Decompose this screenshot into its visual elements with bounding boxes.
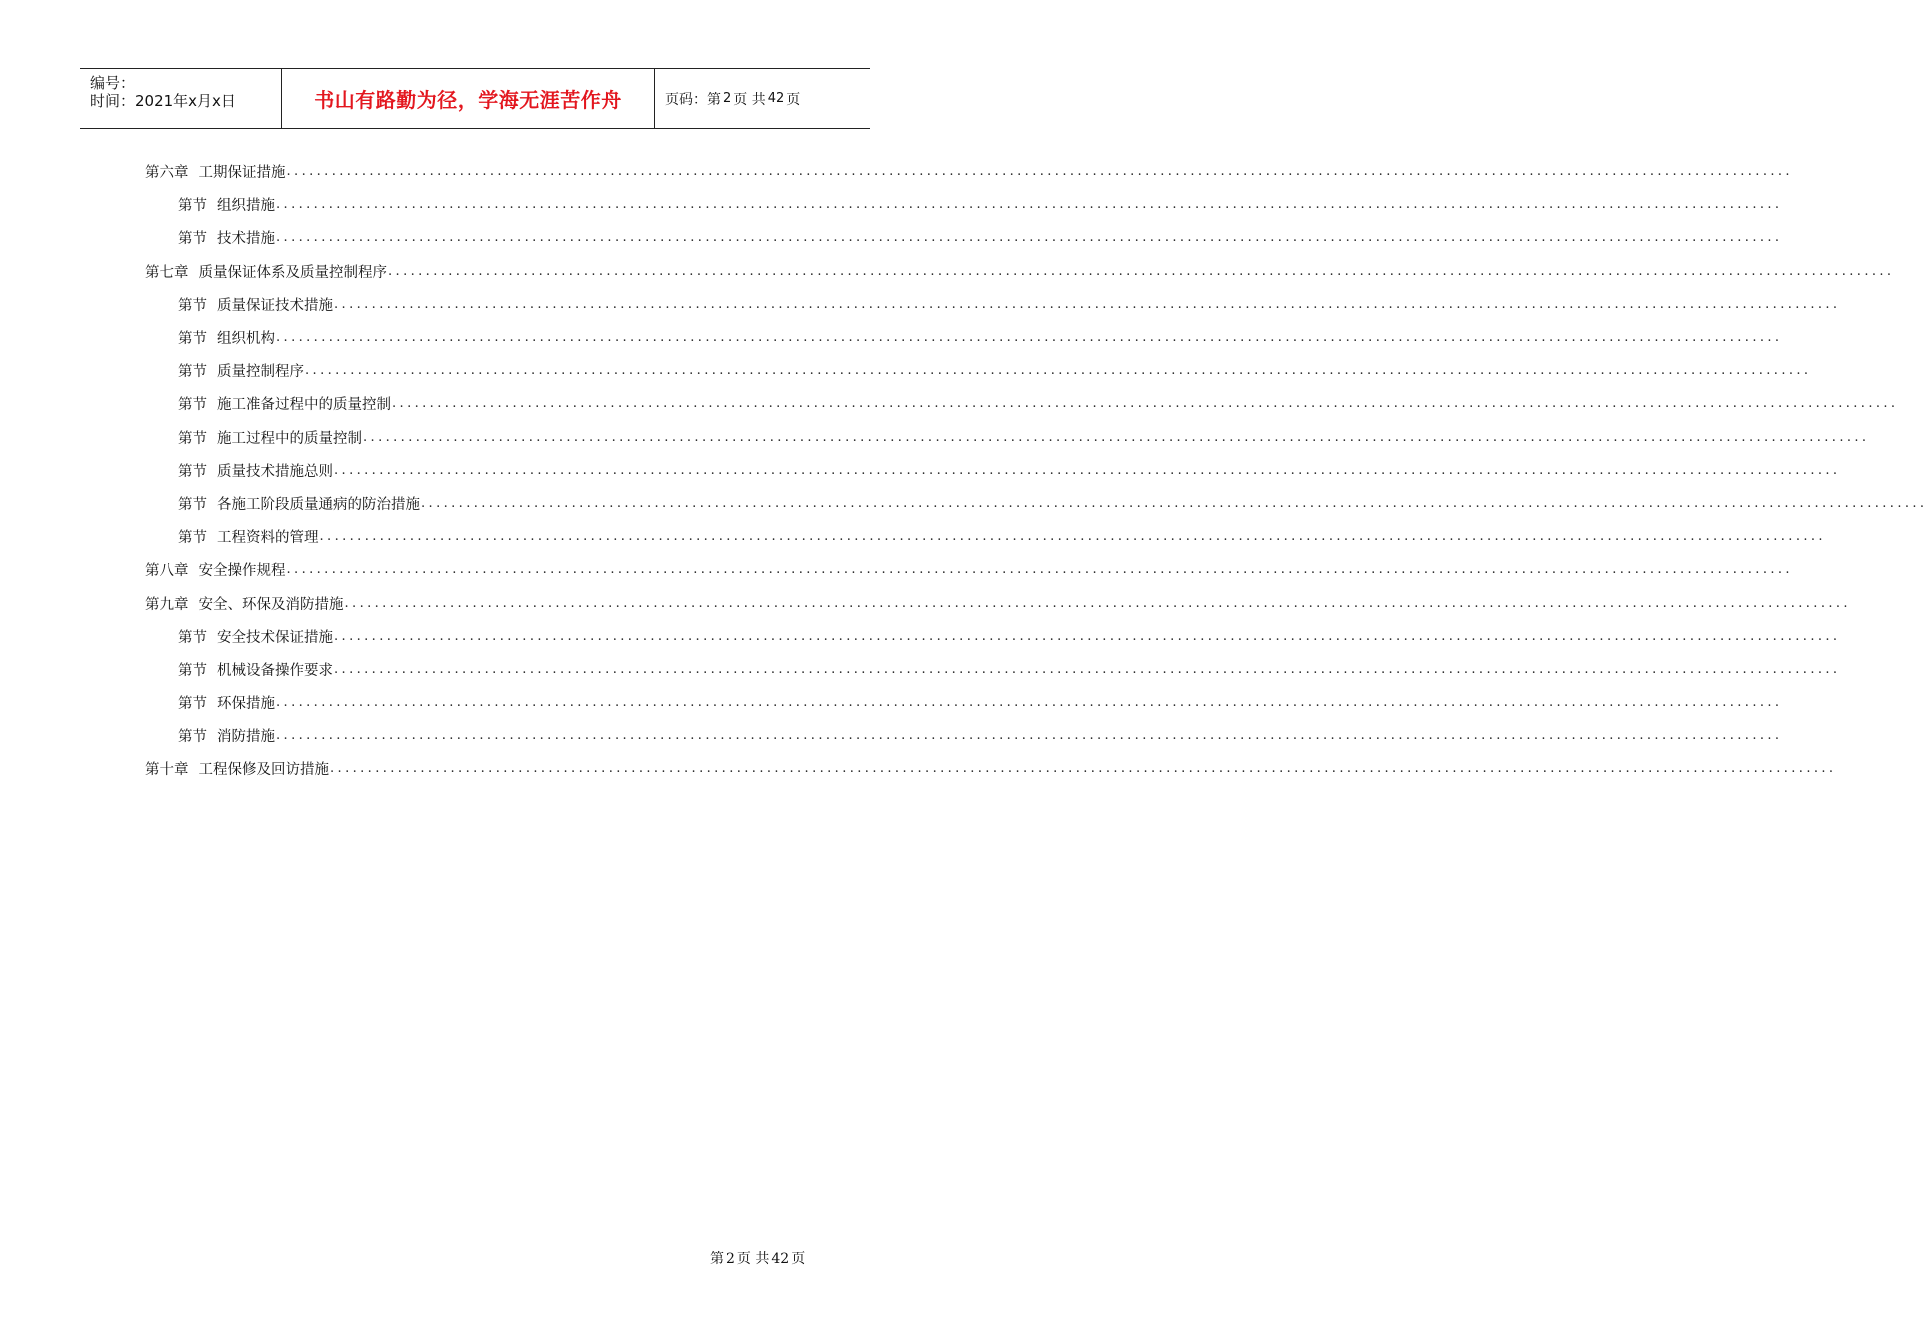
toc-section-entry[interactable]	[145, 653, 1841, 686]
toc-leader-dots: ........................................................................................................................................................................................................	[334, 296, 1841, 312]
toc-entry-title: 工期保证措施	[198, 165, 286, 182]
toc-entry-number: 第七章	[145, 264, 189, 281]
page-header	[80, 68, 870, 129]
toc-leader-dots: ........................................................................................................................................................................................................	[392, 396, 1899, 412]
toc-entry-number: 第十章	[145, 762, 189, 779]
header-page-cell	[655, 69, 870, 128]
toc-entry-title: 安全操作规程	[198, 563, 286, 580]
toc-entry-title: 安全、环保及消防措施	[198, 596, 344, 613]
toc-entry-title: 质量保证体系及质量控制程序	[198, 264, 387, 281]
footer-page-mid: 页 共	[736, 1251, 770, 1267]
toc-leader-dots: ........................................................................................................................................................................................................	[421, 495, 1927, 511]
toc-section-entry[interactable]	[145, 188, 1783, 221]
toc-section-entry[interactable]	[145, 221, 1783, 254]
toc-section-entry[interactable]	[145, 620, 1841, 653]
header-motto-cell	[282, 69, 655, 128]
table-of-contents	[145, 155, 1927, 786]
toc-entry-title: 环保措施	[217, 696, 275, 713]
toc-leader-dots: ........................................................................................................................................................................................................	[276, 728, 1783, 744]
toc-section-entry[interactable]	[145, 421, 1870, 454]
toc-section-entry[interactable]	[145, 454, 1841, 487]
toc-entry-number: 第节	[178, 231, 207, 248]
toc-section-entry[interactable]	[145, 487, 1927, 520]
toc-section-entry[interactable]	[145, 288, 1841, 321]
toc-entry-number: 第节	[178, 629, 207, 646]
toc-entry-title: 消防措施	[217, 729, 275, 746]
toc-leader-dots: ........................................................................................................................................................................................................	[276, 230, 1783, 246]
toc-entry-title: 施工准备过程中的质量控制	[217, 397, 391, 414]
toc-entry-title: 质量技术措施总则	[217, 463, 333, 480]
page-footer	[710, 1248, 805, 1268]
toc-entry-title: 质量保证技术措施	[217, 297, 333, 314]
toc-leader-dots: ........................................................................................................................................................................................................	[286, 562, 1793, 578]
toc-entry-title: 工程保修及回访措施	[198, 762, 329, 779]
header-page-prefix: 页码：第	[665, 91, 721, 108]
header-page-current: 2	[723, 91, 732, 106]
toc-entry-number: 第节	[178, 530, 207, 547]
toc-section-entry[interactable]	[145, 686, 1783, 719]
toc-leader-dots: ........................................................................................................................................................................................................	[334, 661, 1841, 677]
toc-leader-dots: ........................................................................................................................................................................................................	[363, 429, 1870, 445]
toc-entry-number: 第八章	[145, 563, 189, 580]
toc-leader-dots: ........................................................................................................................................................................................................	[344, 595, 1851, 611]
toc-entry-title: 质量控制程序	[217, 364, 304, 381]
toc-chapter-entry[interactable]	[145, 752, 1837, 785]
toc-section-entry[interactable]	[145, 387, 1899, 420]
header-motto: 书山有路勤为径，学海无涯苦作舟	[314, 88, 622, 112]
toc-entry-title: 工程资料的管理	[217, 530, 319, 547]
toc-entry-number: 第六章	[145, 165, 189, 182]
toc-entry-number: 第节	[178, 198, 207, 215]
toc-entry-number: 第节	[178, 364, 207, 381]
toc-entry-title: 组织措施	[217, 198, 275, 215]
toc-leader-dots: ........................................................................................................................................................................................................	[388, 263, 1895, 279]
toc-leader-dots: ........................................................................................................................................................................................................	[319, 529, 1826, 545]
toc-chapter-entry[interactable]	[145, 155, 1793, 188]
toc-section-entry[interactable]	[145, 520, 1826, 553]
header-page-total: 42	[767, 91, 785, 106]
header-page-mid: 页 共	[733, 91, 766, 108]
footer-page-prefix: 第	[710, 1251, 724, 1267]
toc-entry-title: 机械设备操作要求	[217, 662, 333, 679]
toc-leader-dots: ........................................................................................................................................................................................................	[286, 164, 1793, 180]
toc-chapter-entry[interactable]	[145, 586, 1851, 619]
toc-entry-number: 第节	[178, 729, 207, 746]
toc-entry-number: 第节	[178, 397, 207, 414]
toc-leader-dots: ........................................................................................................................................................................................................	[334, 462, 1841, 478]
toc-leader-dots: ........................................................................................................................................................................................................	[276, 695, 1783, 711]
toc-section-entry[interactable]	[145, 354, 1812, 387]
toc-leader-dots: ........................................................................................................................................................................................................	[276, 330, 1783, 346]
toc-leader-dots: ........................................................................................................................................................................................................	[330, 761, 1837, 777]
toc-entry-number: 第节	[178, 662, 207, 679]
toc-leader-dots: ........................................................................................................................................................................................................	[334, 628, 1841, 644]
header-meta-cell	[80, 69, 282, 128]
toc-entry-number: 第节	[178, 297, 207, 314]
header-page-suffix: 页	[786, 91, 801, 108]
footer-page-suffix: 页	[791, 1251, 806, 1267]
toc-leader-dots: ........................................................................................................................................................................................................	[276, 197, 1783, 213]
toc-entry-number: 第节	[178, 430, 207, 447]
toc-leader-dots: ........................................................................................................................................................................................................	[305, 363, 1812, 379]
toc-entry-title: 安全技术保证措施	[217, 629, 333, 646]
toc-entry-number: 第节	[178, 496, 207, 513]
toc-chapter-entry[interactable]	[145, 553, 1793, 586]
toc-entry-title: 各施工阶段质量通病的防治措施	[217, 496, 420, 513]
toc-entry-title: 组织机构	[217, 331, 275, 348]
toc-chapter-entry[interactable]	[145, 255, 1895, 288]
document-date: 时间：2021年x月x日	[90, 92, 236, 110]
toc-entry-number: 第节	[178, 696, 207, 713]
toc-entry-number: 第节	[178, 463, 207, 480]
toc-entry-number: 第节	[178, 331, 207, 348]
document-number-label: 编号：	[90, 74, 136, 92]
footer-page-total: 42	[771, 1251, 790, 1267]
footer-page-current: 2	[726, 1251, 735, 1267]
toc-section-entry[interactable]	[145, 321, 1783, 354]
toc-section-entry[interactable]	[145, 719, 1783, 752]
toc-entry-title: 施工过程中的质量控制	[217, 430, 362, 447]
toc-entry-title: 技术措施	[217, 231, 275, 248]
toc-entry-number: 第九章	[145, 596, 189, 613]
